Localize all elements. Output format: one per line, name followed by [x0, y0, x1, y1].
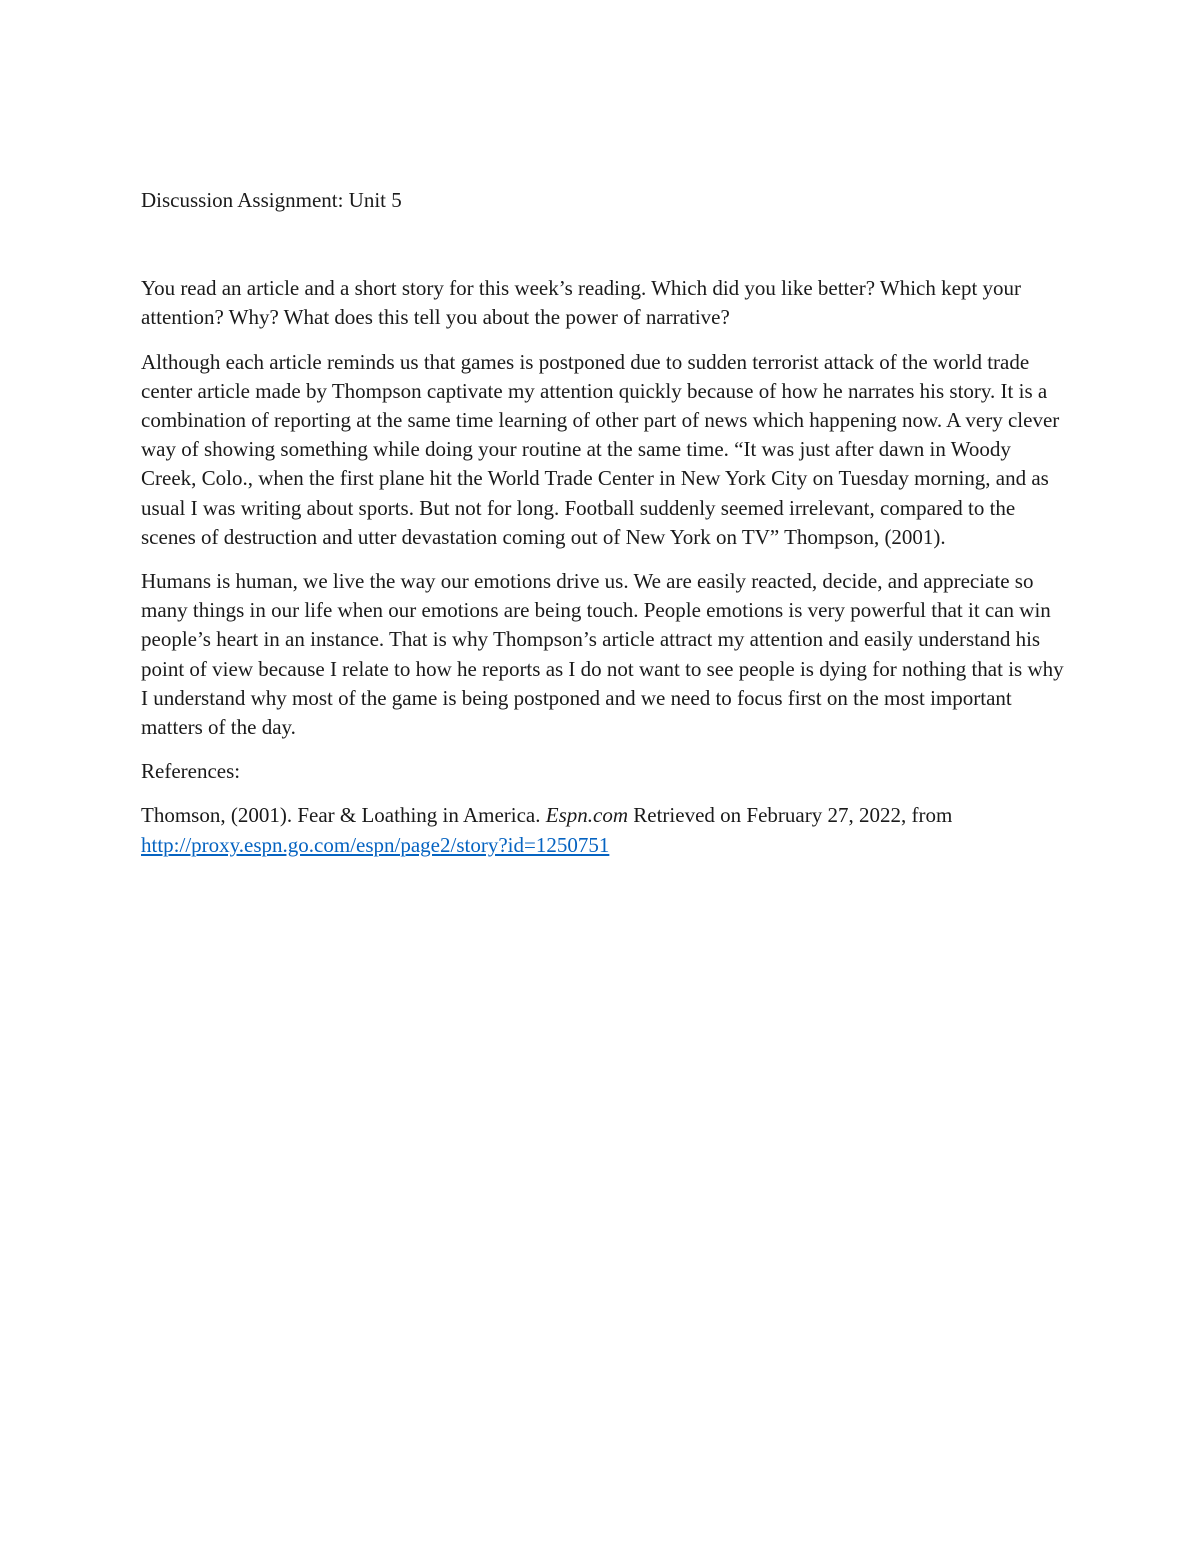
discussion-prompt: You read an article and a short story for this week’s reading. Which did you like better? Which kept your attention? Why? What does this tell you about the power of narrative?	[141, 276, 1022, 330]
citation-author-year: Thomson, (2001). Fear & Loathing in America.	[141, 803, 546, 828]
reference-citation	[141, 801, 1066, 859]
document-title: Discussion Assignment: Unit 5	[141, 188, 402, 212]
document-body	[141, 186, 1066, 860]
body-paragraph-1: Although each article reminds us that games is postponed due to sudden terrorist attack of the world trade center article made by Thompson captivate my attention quickly because of how he narrates his story. It is a combination of reporting at the same time learning of other part of news which happening now. A very clever way of showing something while doing your routine at the same time. “It was just after dawn in Woody Creek, Colo., when the first plane hit the World Trade Center in New York City on Tuesday morning, and as usual I was writing about sports. But not for long. Football suddenly seemed irrelevant, compared to the scenes of destruction and utter devastation coming out of New York on TV” Thompson, (2001).	[141, 349, 1060, 549]
references-heading: References:	[141, 759, 241, 784]
citation-retrieved: Retrieved on February 27, 2022, from	[628, 803, 953, 828]
citation-source: Espn.com	[545, 803, 629, 828]
citation-url-link[interactable]: http://proxy.espn.go.com/espn/page2/story?id=1250751	[141, 832, 610, 857]
body-paragraph-2: Humans is human, we live the way our emotions drive us. We are easily reacted, decide, and appreciate so many things in our life when our emotions are being touch. People emotions is very powerful that it can win people’s heart in an instance. That is why Thompson’s article attract my attention and easily understand his point of view because I relate to how he reports as I do not want to see people is dying for nothing that is why I understand why most of the game is being postponed and we need to focus first on the most important matters of the day.	[141, 569, 1064, 740]
